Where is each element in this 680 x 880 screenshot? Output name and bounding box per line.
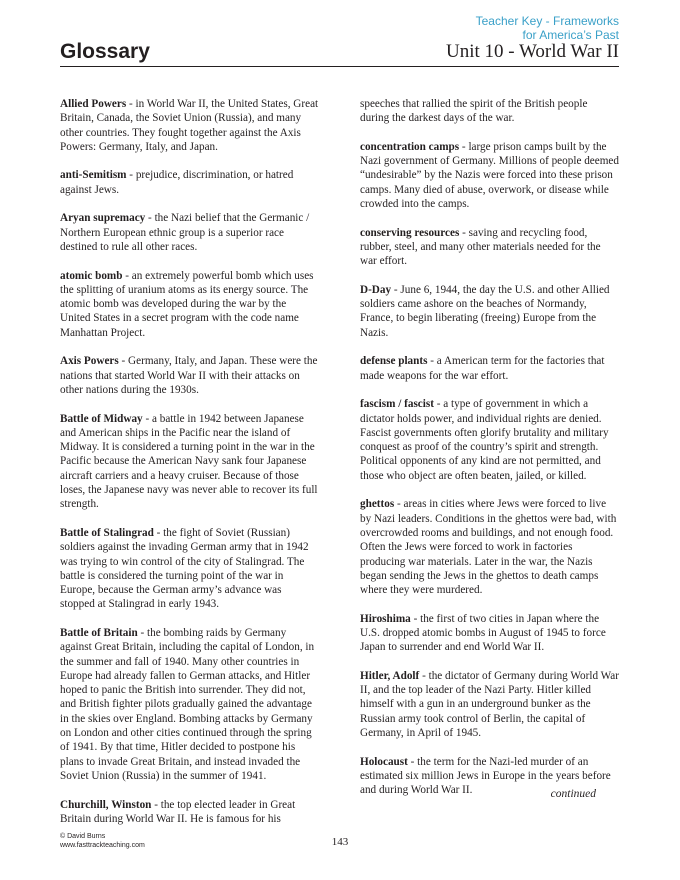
glossary-definition: - prejudice, discrimination, or hatred against Jews.	[60, 169, 294, 196]
glossary-definition: - the term for the Nazi-led murder of an estimated six million Jews in Europe in the years before and during World War II.	[360, 755, 611, 797]
glossary-entry	[60, 412, 319, 512]
glossary-definition: - the Nazi belief that the Germanic / Northern European ethnic group is a superior race destined to rule all other races.	[60, 212, 310, 253]
glossary-term: Churchill, Winston	[60, 798, 152, 811]
glossary-entry	[360, 140, 619, 211]
glossary-term: D-Day	[360, 283, 392, 296]
glossary-term: defense plants	[360, 355, 428, 368]
glossary-definition: - in World War II, the United States, Great Britain, Canada, the Soviet Union (Russia), and many other countries. They fought together against the Axis Powers: Germany, Italy, and Japan.	[60, 98, 319, 153]
glossary-entry	[60, 211, 319, 254]
glossary-definition: - the top elected leader in Great Britain during World War II. He is famous for his	[60, 798, 296, 825]
glossary-entry	[60, 526, 319, 612]
glossary-definition: - areas in cities where Jews were forced to live by Nazi leaders. Conditions in the ghettos were bad, with overcrowded rooms and buildings, and not enough food. Often the Jews were forced to work in factories producing war materials. Later in the war, the Nazis began sending the Jews in the ghettos to death camps where they were murdered.	[360, 498, 617, 597]
teacher-key-line-1: Teacher Key - Frameworks	[475, 14, 619, 28]
glossary-definition: - a battle in 1942 between Japanese and American ships in the Pacific near the island of Midway. It is considered a turning point in the war in the Pacific because the American Navy sank four Japanese aircraft carriers and a heavy cruiser. Because of those loses, the Japanese navy was never able to recover its full strength.	[60, 412, 318, 511]
glossary-term: anti-Semitism	[60, 169, 127, 182]
glossary-entry	[60, 97, 319, 154]
website-text: www.fasttrackteaching.com	[60, 842, 145, 849]
glossary-term: Battle of Britain	[60, 626, 138, 639]
glossary-entry	[360, 354, 619, 383]
glossary-term: concentration camps	[360, 140, 460, 153]
glossary-entry	[60, 626, 319, 783]
glossary-right-column	[360, 97, 619, 812]
glossary-term: fascism / fascist	[360, 398, 434, 411]
glossary-term: Battle of Midway	[60, 412, 143, 425]
glossary-entry	[60, 354, 319, 397]
glossary-term: Battle of Stalingrad	[60, 526, 154, 539]
continued-note: continued	[550, 788, 596, 800]
glossary-definition: - the fight of Soviet (Russian) soldiers against the invading German army that in 1942 was trying to win control of the city of Stalingrad. The battle is considered the turning point of the war in Europe, because the German army’s advance was stopped at Stalingrad in early 1943.	[60, 526, 309, 611]
glossary-term: Holocaust	[360, 755, 408, 768]
glossary-definition: - an extremely powerful bomb which uses the splitting of uranium atoms as its energy source. The atomic bomb was developed during the war by the United States in a secret program with the code name Manhattan Project.	[60, 269, 314, 339]
header-rule	[60, 66, 619, 67]
glossary-entry	[360, 97, 619, 126]
glossary-definition: - the bombing raids by Germany against Great Britain, including the capital of London, in the summer and fall of 1940. Many other countries in Europe had already fallen to German attacks, and Hitler hoped to panic the British into surrender. They did not, and British fighter pilots gradually gained the advantage in the skies over England. Bombing attacks by Germany on London and other cities continued through the spring of 1941. By that time, Hitler decided to postpone his plans to invade Great Britain, and instead invaded the Soviet Union (Russia) in the summer of 1941.	[60, 626, 315, 782]
glossary-entry	[60, 798, 319, 827]
glossary-definition: - saving and recycling food, rubber, steel, and many other materials needed for the war effort.	[360, 226, 601, 268]
glossary-term: Hitler, Adolf	[360, 669, 420, 682]
glossary-term: Aryan supremacy	[60, 212, 146, 225]
glossary-term: ghettos	[360, 498, 395, 511]
teacher-key-label	[476, 14, 619, 42]
page-title: Glossary	[60, 40, 150, 63]
glossary-entry	[60, 269, 319, 340]
glossary-term: atomic bomb	[60, 269, 123, 282]
glossary-left-column	[60, 97, 319, 840]
glossary-definition: - large prison camps built by the Nazi government of Germany. Millions of people deemed “undesirable” by the Nazis were forced into these prison camps. Many died of abuse, overwork, or disease while crowded into the camps.	[360, 140, 619, 211]
glossary-entry	[360, 612, 619, 655]
glossary-definition: - a American term for the factories that made weapons for the war effort.	[360, 355, 605, 382]
glossary-term: conserving resources	[360, 226, 460, 239]
glossary-definition: speeches that rallied the spirit of the British people during the darkest days of the war.	[360, 98, 588, 125]
copyright-text: © David Burns	[60, 833, 106, 840]
glossary-entry	[360, 497, 619, 597]
glossary-entry	[360, 226, 619, 269]
glossary-definition: - Germany, Italy, and Japan. These were the nations that started World War II with their attacks on other nations during the 1930s.	[60, 355, 318, 396]
unit-title: Unit 10 - World War II	[445, 41, 619, 62]
glossary-entry	[60, 168, 319, 197]
glossary-entry	[360, 397, 619, 483]
glossary-entry	[360, 669, 619, 740]
glossary-entry	[360, 283, 619, 340]
glossary-term: Hiroshima	[360, 612, 411, 625]
glossary-definition: - the first of two cities in Japan where the U.S. dropped atomic bombs in August of 1945 to force Japan to surrender and end World War II.	[360, 612, 606, 654]
glossary-definition: - the dictator of Germany during World War II, and the top leader of the Nazi Party. Hitler killed himself with a gun in an underground bunker as the Russian army took control of Berlin, the capital of Germany, in April of 1945.	[360, 669, 619, 740]
glossary-term: Axis Powers	[60, 355, 119, 368]
glossary-definition: - a type of government in which a dictator holds power, and individual rights are denied. Fascist governments often glorify brutality and military conquest as proof of the country’s spirit and strength. Political opponents of any kind are not permitted, and those who object are often beaten, jailed, or killed.	[360, 398, 609, 482]
glossary-definition: - June 6, 1944, the day the U.S. and other Allied soldiers came ashore on the beaches of Normandy, France, to begin liberating (freeing) Europe from the Nazis.	[360, 283, 610, 339]
page-number: 143	[331, 836, 349, 848]
teacher-key-line-2: for America’s Past	[522, 28, 619, 42]
glossary-term: Allied Powers	[60, 98, 127, 110]
